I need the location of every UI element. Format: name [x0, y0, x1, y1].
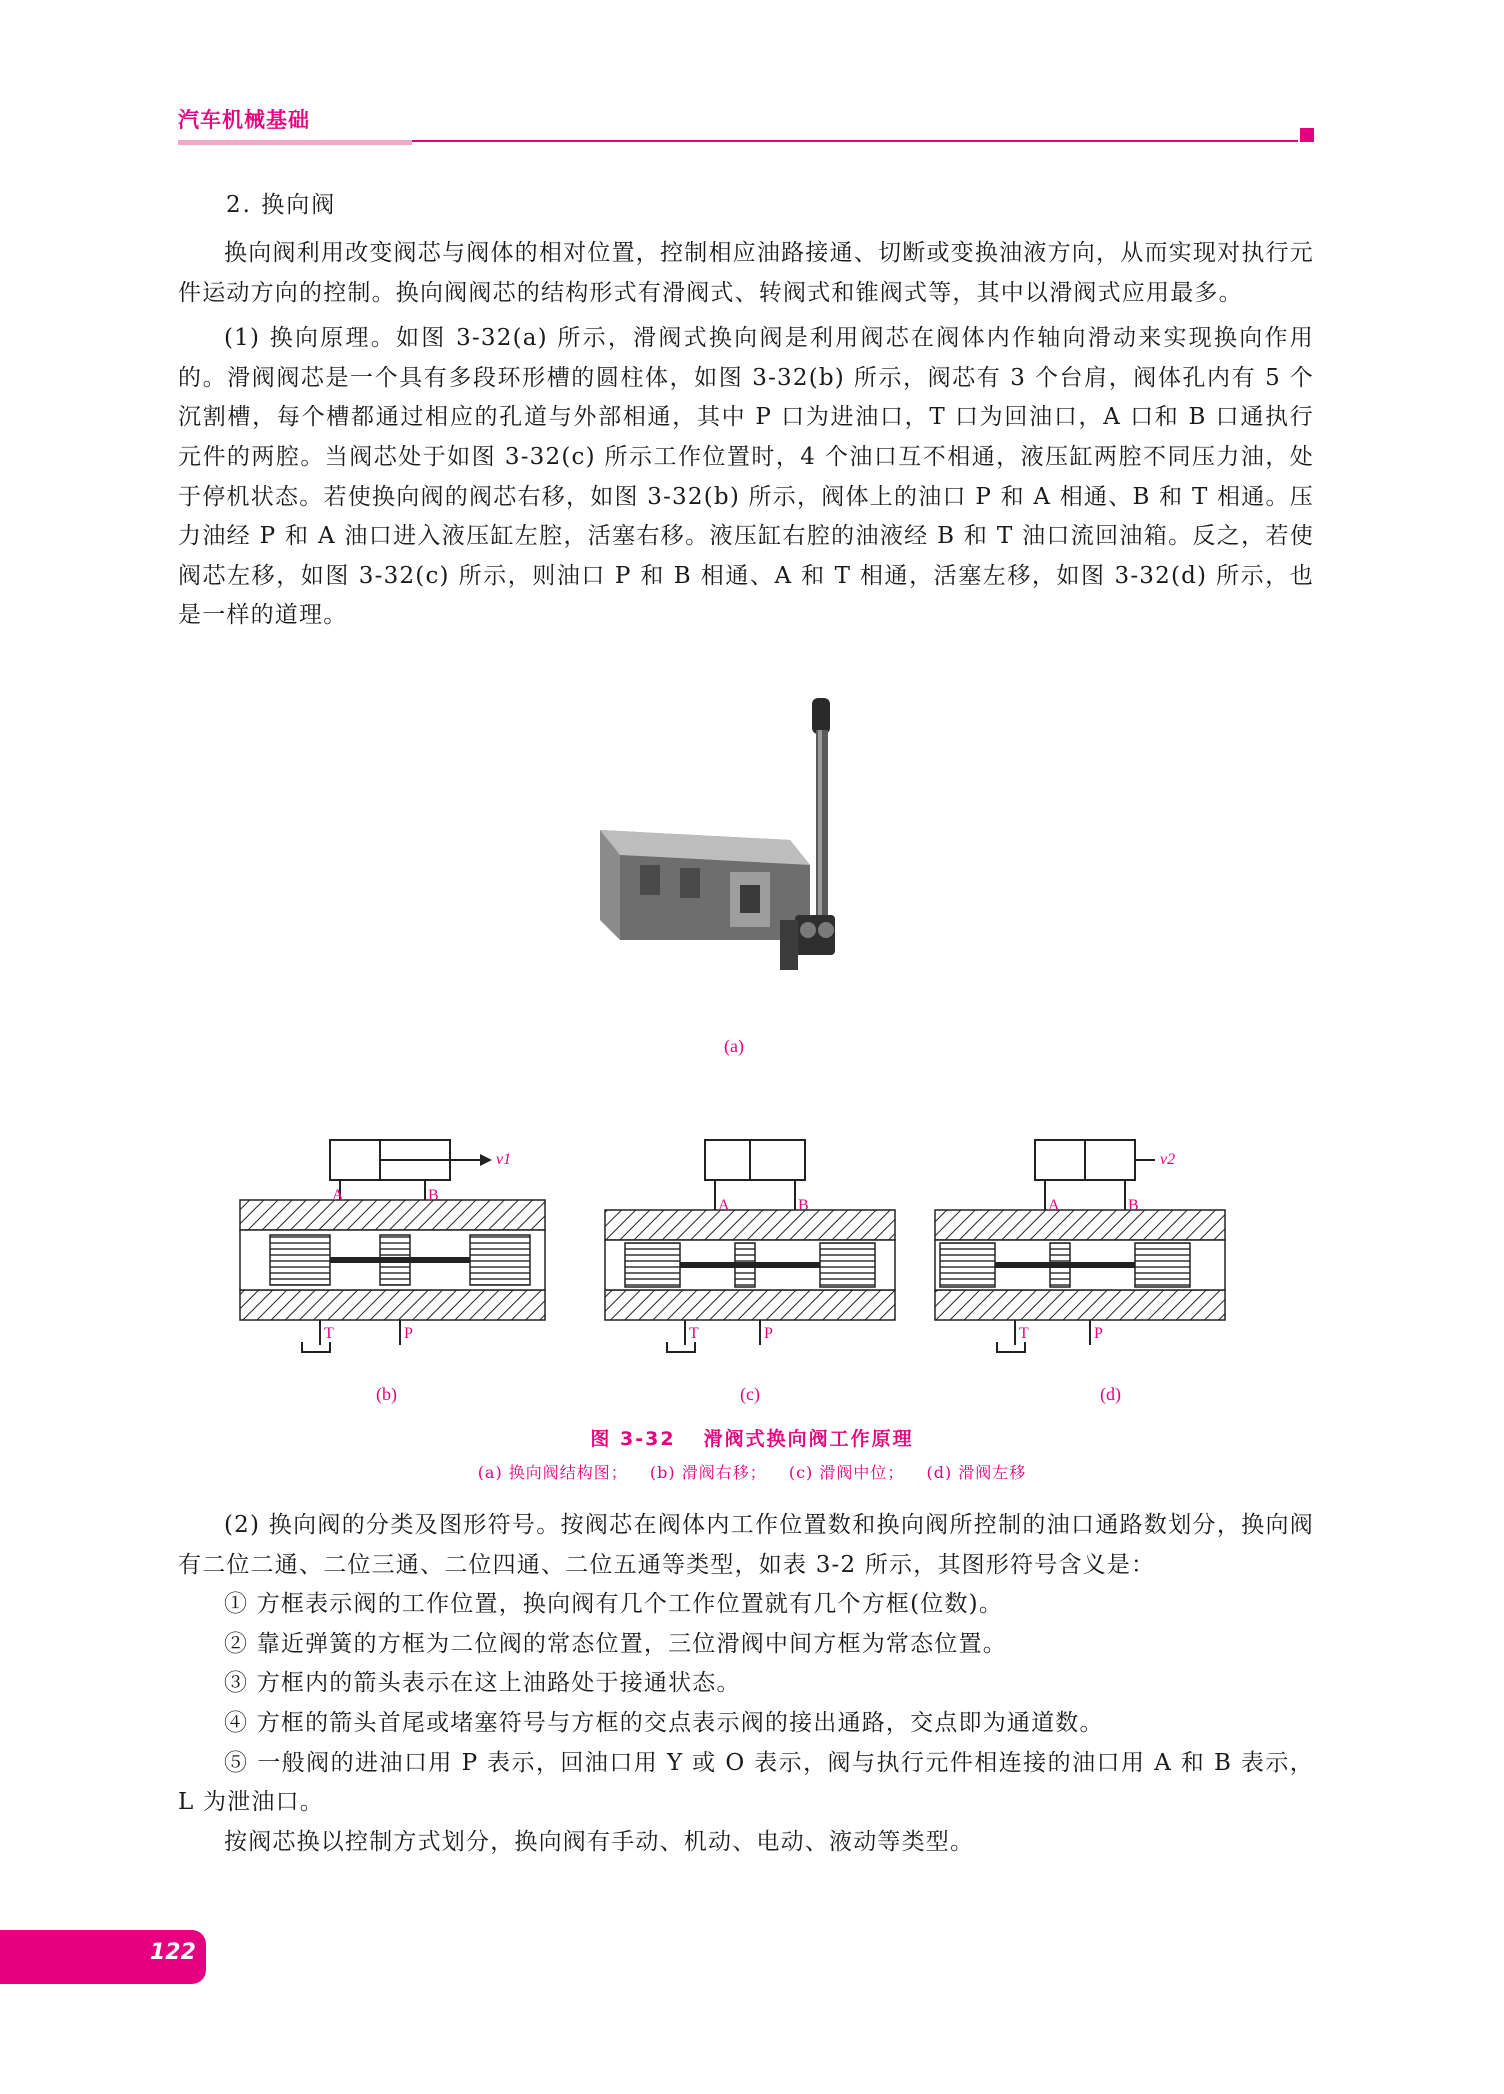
- diagram-d-label: (d): [1100, 1384, 1121, 1404]
- diagram-b-velocity: v1: [496, 1151, 512, 1168]
- diagram-b-port-t: T: [324, 1325, 334, 1342]
- subcaption-a: (a) 换向阀结构图；: [477, 1463, 628, 1482]
- subcaption-c: (c) 滑阀中位；: [788, 1463, 905, 1482]
- diagram-c-port-p: P: [764, 1325, 773, 1342]
- intro-paragraph: 换向阀利用改变阀芯与阀体的相对位置，控制相应油路接通、切断或变换油液方向，从而实现对执行元件运动方向的控制。换向阀阀芯的结构形式有滑阀式、转阀式和锥阀式等，其中以滑阀式应用最多。: [178, 240, 1314, 306]
- body-text-top: [178, 234, 1314, 636]
- subcaption-b: (b) 滑阀右移；: [649, 1463, 767, 1482]
- diagram-b-label: (b): [376, 1384, 397, 1404]
- rule-2: ② 靠近弹簧的方框为二位阀的常态位置，三位滑阀中间方框为常态位置。: [224, 1630, 1007, 1657]
- diagram-b-port-a: A: [332, 1187, 344, 1204]
- diagram-c: [605, 1140, 895, 1352]
- diagram-c-port-b: B: [798, 1197, 809, 1214]
- valve-diagrams: [230, 1120, 1270, 1360]
- rule-1: ① 方框表示阀的工作位置，换向阀有几个工作位置就有几个方框(位数)。: [224, 1591, 1004, 1618]
- figure-caption: [0, 1424, 1504, 1451]
- principle-paragraph: (1) 换向原理。如图 3-32(a) 所示，滑阀式换向阀是利用阀芯在阀体内作轴向滑动来实现换向作用的。滑阀阀芯是一个具有多段环形槽的圆柱体，如图 3-32(b) 所示，阀芯有 3 个台肩，阀体孔内有 5 个沉割槽，每个槽都通过相应的孔道与外部相通，其中 P 口为进油口，T 口为回油口，A 口和 B 口通执行元件的两腔。当阀芯处于如图 3-32(c) 所示工作位置时，4 个油口互不相通，液压缸两腔不同压力油，处于停机状态。若使换向阀的阀芯右移，如图 3-32(b) 所示，阀体上的油口 P 和 A 相通、B 和 T 相通。压力油经 P 和 A 油口进入液压缸左腔，活塞右移。液压缸右腔的油液经 B 和 T 油口流回油箱。反之，若使阀芯左移，如图 3-32(c) 所示，则油口 P 和 B 相通、A 和 T 相通，活塞左移，如图 3-32(d) 所示，也是一样的道理。: [178, 325, 1314, 629]
- diagram-d-port-p: P: [1094, 1325, 1103, 1342]
- closing-paragraph: 按阀芯换以控制方式划分，换向阀有手动、机动、电动、液动等类型。: [224, 1828, 975, 1855]
- diagram-d: [935, 1140, 1225, 1352]
- running-header-title: 汽车机械基础: [178, 108, 310, 132]
- diagram-c-label: (c): [740, 1384, 760, 1404]
- diagram-b-port-b: B: [428, 1187, 439, 1204]
- photo-label: (a): [724, 1036, 744, 1056]
- diagram-b: [240, 1140, 545, 1352]
- diagram-d-port-t: T: [1019, 1325, 1029, 1342]
- header-rule-accent: [178, 140, 412, 145]
- body-text-bottom: [178, 1506, 1314, 1862]
- figure-subcaptions: [0, 1460, 1504, 1483]
- subcaption-d: (d) 滑阀左移: [926, 1463, 1027, 1482]
- page-number: 122: [150, 1940, 196, 1965]
- diagram-d-port-b: B: [1128, 1197, 1139, 1214]
- diagram-c-port-a: A: [718, 1197, 730, 1214]
- rule-4: ④ 方框的箭头首尾或堵塞符号与方框的交点表示阀的接出通路，交点即为通道数。: [224, 1709, 1104, 1736]
- diagram-d-velocity: v2: [1160, 1151, 1176, 1168]
- section-heading: 2. 换向阀: [226, 192, 337, 218]
- diagram-c-port-t: T: [689, 1325, 699, 1342]
- valve-photo: [580, 690, 880, 1020]
- diagram-d-port-a: A: [1048, 1197, 1060, 1214]
- header-square-mark: [1300, 128, 1314, 142]
- classification-paragraph: (2) 换向阀的分类及图形符号。按阀芯在阀体内工作位置数和换向阀所控制的油口通路数划分，换向阀有二位二通、二位三通、二位四通、二位五通等类型，如表 3-2 所示，其图形符号含义是：: [178, 1512, 1314, 1578]
- diagram-b-port-p: P: [404, 1325, 413, 1342]
- rule-5: ⑤ 一般阀的进油口用 P 表示，回油口用 Y 或 O 表示，阀与执行元件相连接的油口用 A 和 B 表示，L 为泄油口。: [178, 1749, 1314, 1816]
- rule-3: ③ 方框内的箭头表示在这上油路处于接通状态。: [224, 1670, 741, 1697]
- figure-title: 滑阀式换向阀工作原理: [703, 1428, 914, 1450]
- figure-number: 图 3-32: [590, 1428, 676, 1450]
